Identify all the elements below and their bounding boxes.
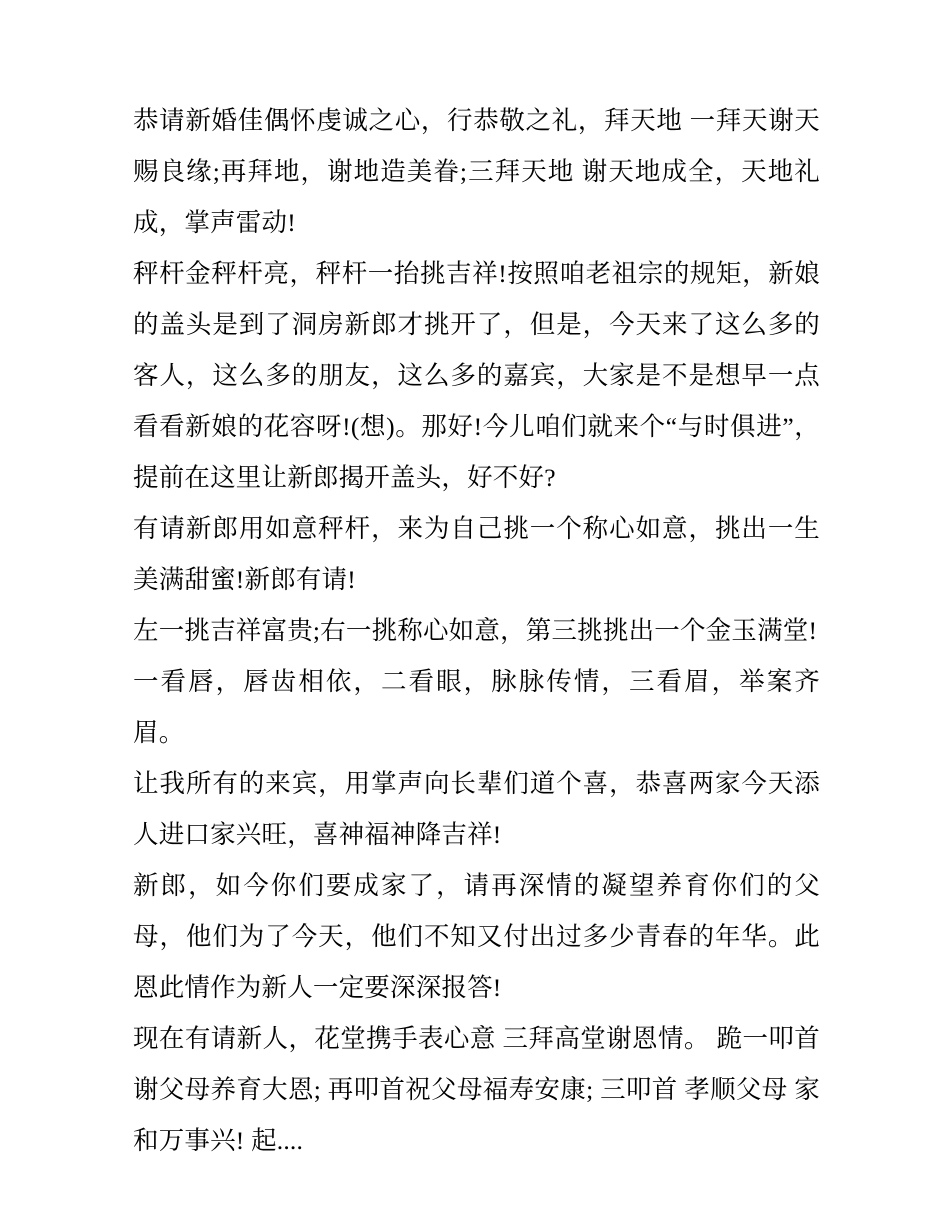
document-body (133, 95, 820, 1166)
paragraph: 让我所有的来宾，用掌声向长辈们道个喜，恭喜两家今天添人进口家兴旺，喜神福神降吉祥! (133, 769, 820, 849)
paragraph: 现在有请新人，花堂携手表心意 三拜高堂谢恩情。 跪一叩首 谢父母养育大恩; 再叩首祝父母福寿安康; 三叩首 孝顺父母 家和万事兴! 起.... (133, 1024, 820, 1155)
paragraph: 恭请新婚佳偶怀虔诚之心，行恭敬之礼，拜天地 一拜天谢天赐良缘;再拜地，谢地造美眷;三拜天地 谢天地成全，天地礼成，掌声雷动! (133, 106, 820, 237)
paragraph: 左一挑吉祥富贵;右一挑称心如意，第三挑挑出一个金玉满堂! (133, 616, 818, 645)
paragraph: 有请新郎用如意秤杆，来为自己挑一个称心如意，挑出一生美满甜蜜!新郎有请! (133, 514, 820, 594)
paragraph: 一看唇，唇齿相依，二看眼，脉脉传情，三看眉，举案齐眉。 (133, 667, 820, 747)
paragraph: 新郎，如今你们要成家了，请再深情的凝望养育你们的父母，他们为了今天，他们不知又付出过多少青春的年华。此恩此情作为新人一定要深深报答! (133, 871, 820, 1002)
paragraph: 秤杆金秤杆亮，秤杆一抬挑吉祥!按照咱老祖宗的规矩，新娘的盖头是到了洞房新郎才挑开了，但是，今天来了这么多的客人，这么多的朋友，这么多的嘉宾，大家是不是想早一点看看新娘的花容呀!(想)。那好!今儿咱们就来个“与时俱进”，提前在这里让新郎揭开盖头，好不好? (133, 259, 820, 492)
